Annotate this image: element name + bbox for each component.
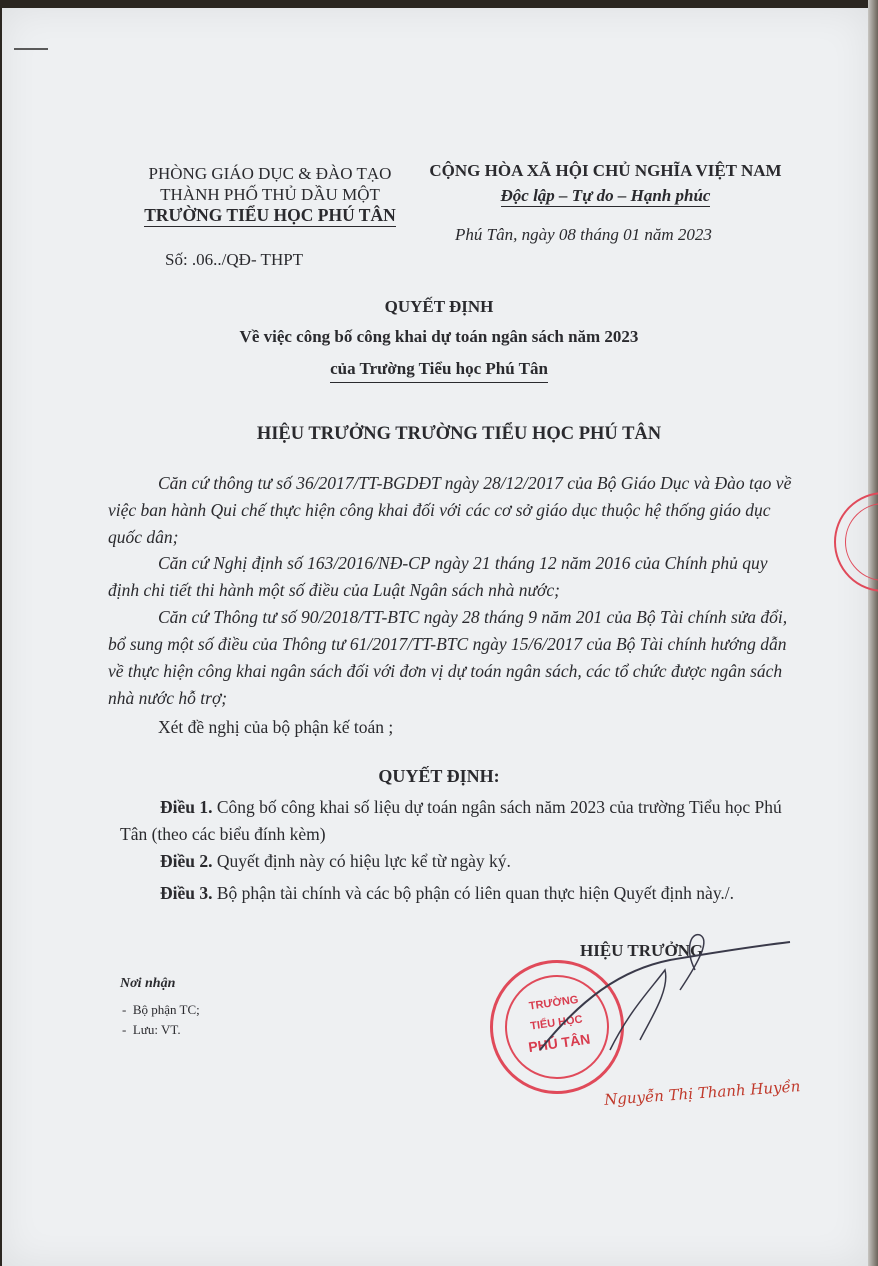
city-line: THÀNH PHỐ THỦ DẦU MỘT [160,185,380,204]
document-subject: Về việc công bố công khai dự toán ngân sách năm 2023 [239,327,639,346]
recipients-heading: Nơi nhận [120,976,176,991]
national-motto: Độc lập – Tự do – Hạnh phúc [500,186,711,205]
recipient-item: - Lưu: VT. [122,1022,181,1037]
article-3-text: Bộ phận tài chính và các bộ phận có liên quan thực hiện Quyết định này./. [212,883,735,903]
date-line: Phú Tân, ngày 08 tháng 01 năm 2023 [455,225,712,244]
seal-text-1: TRƯỜNG [528,993,580,1013]
seal-text-2: TIỂU HỌC [529,1013,584,1033]
article-3 [120,880,800,907]
header-right [418,160,793,206]
basis-paragraph-1: Căn cứ thông tư số 36/2017/TT-BGDĐT ngày 28/12/2017 của Bộ Giáo Dục và Đào tạo về việc ban hành Qui chế thực hiện công khai đối với các cơ sở giáo dục thuộc hệ thống giáo dục quốc dân; [108,473,792,547]
ministry-line: PHÒNG GIÁO DỤC & ĐÀO TẠO [148,164,392,183]
article-1 [120,794,800,848]
recipient-item: - Bộ phận TC; [122,1002,200,1017]
basis-paragraph-2: Căn cứ Nghị định số 163/2016/NĐ-CP ngày 21 tháng 12 năm 2016 của Chính phủ quy định chi tiết thi hành một số điều của Luật Ngân sách nhà nước; [108,553,768,600]
signature-stroke [500,930,800,1090]
signer-name: Nguyễn Thị Thanh Huyền [603,1077,801,1109]
article-3-label: Điều 3. [160,883,213,903]
article-1-label: Điều 1. [160,797,213,817]
page-edge [868,0,878,1266]
document-title: QUYẾT ĐỊNH [384,297,494,316]
article-1-text: Công bố công khai số liệu dự toán ngân sách năm 2023 của trường Tiểu học Phú Tân (theo các biểu đính kèm) [120,797,782,844]
article-2 [120,848,800,875]
header-left [130,163,410,226]
consideration-line: Xét đề nghị của bộ phận kế toán ; [158,717,394,737]
basis-paragraph-3: Căn cứ Thông tư số 90/2018/TT-BTC ngày 28 tháng 9 năm 201 của Bộ Tài chính sửa đổi, bổ sung một số điều của Thông tư 61/2017/TT-BTC ngày 15/6/2017 của Bộ Tài chính hướng dẫn về thực hiện công khai ngân sách đối với đơn vị dự toán ngân sách, các tổ chức được ngân sách nhà nước hỗ trợ; [108,607,788,708]
article-2-text: Quyết định này có hiệu lực kể từ ngày ký. [212,851,511,871]
national-title: CỘNG HÒA XÃ HỘI CHỦ NGHĨA VIỆT NAM [429,161,782,180]
issuing-authority: HIỆU TRƯỞNG TRƯỜNG TIỂU HỌC PHÚ TÂN [256,424,662,444]
seal-text-3: PHÚ TÂN [527,1030,592,1056]
document-subject-school: của Trường Tiểu học Phú Tân [0,359,878,379]
school-name: TRƯỜNG TIỂU HỌC PHÚ TÂN [144,205,396,225]
edge-seal-inner-ring [845,503,878,581]
corner-mark [14,48,48,50]
article-2-label: Điều 2. [160,851,213,871]
document-number: Số: .06../QĐ- THPT [165,250,304,269]
signer-title: HIỆU TRƯỞNG [580,941,704,960]
decision-heading: QUYẾT ĐỊNH: [378,766,500,786]
